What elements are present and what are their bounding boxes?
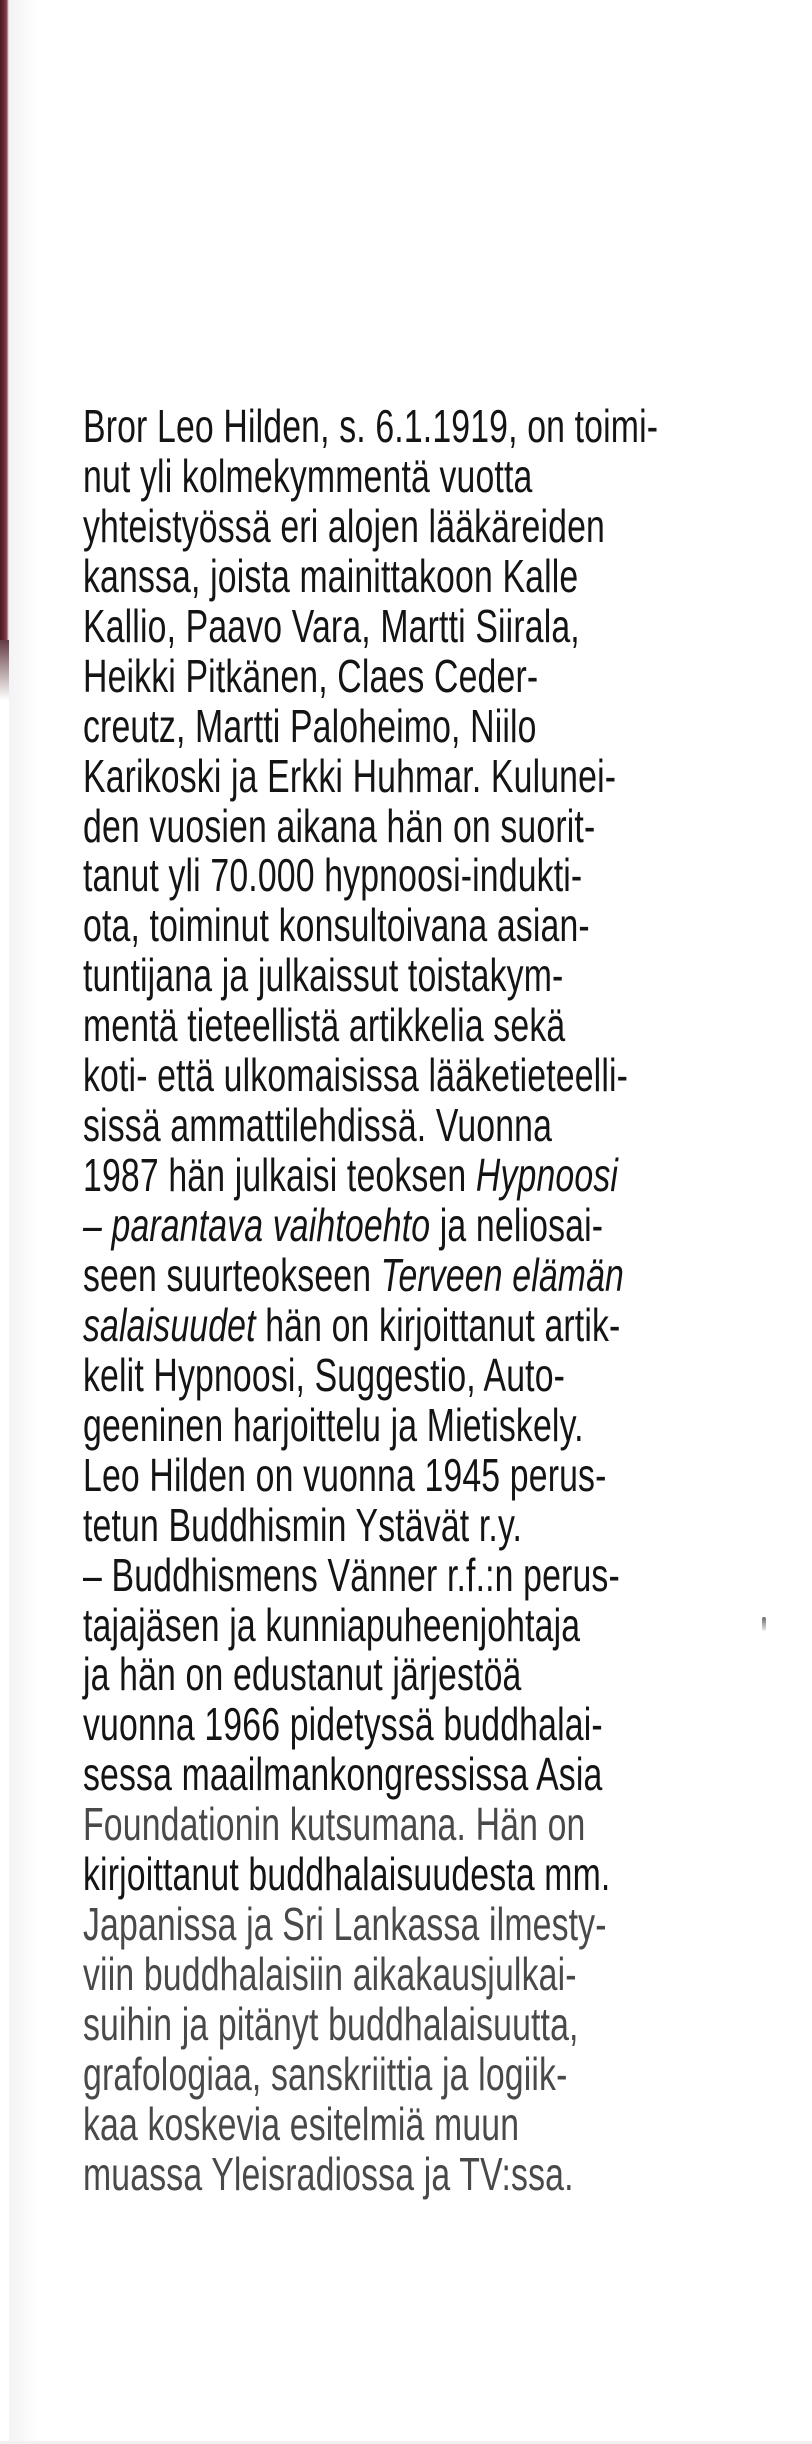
bio-line: koti- että ulkomaisissa lääketieteelli- xyxy=(83,1049,629,1102)
bio-text: hän on kirjoittanut artik- xyxy=(255,1298,621,1351)
bio-line: tuntijana ja julkaissut toistakym- xyxy=(83,949,564,1002)
bio-line: creutz, Martti Paloheimo, Niilo xyxy=(83,699,537,752)
bio-line: vuonna 1966 pidetyssä buddhalai- xyxy=(83,1698,603,1751)
bio-line: viin buddhalaisiin aikakausjulkai- xyxy=(83,1948,577,2001)
bio-line: grafologiaa, sanskriittia ja logiik- xyxy=(83,2047,568,2100)
bio-line: tajajäsen ja kunniapuheenjohtaja xyxy=(83,1598,581,1651)
bio-line: ota, toiminut konsultoivana asian- xyxy=(83,899,590,952)
bio-line: Karikoski ja Erkki Huhmar. Kulunei- xyxy=(83,749,617,802)
scan-speck xyxy=(762,1617,766,1631)
bio-line: den vuosien aikana hän on suorit- xyxy=(83,799,596,852)
bio-line: tanut yli 70.000 hypnoosi-indukti- xyxy=(83,849,583,902)
bio-text: seen suurteokseen xyxy=(83,1248,381,1301)
bio-line xyxy=(83,1201,745,1251)
book-title-hypnoosi: Hypnoosi xyxy=(475,1149,619,1202)
bio-line: muassa Yleisradiossa ja TV:ssa. xyxy=(83,2147,574,2200)
bio-line: Bror Leo Hilden, s. 6.1.1919, on toimi- xyxy=(83,400,659,452)
bio-line xyxy=(83,1298,745,1351)
bio-line: suihin ja pitänyt buddhalaisuutta, xyxy=(83,1998,579,2050)
bio-line: Japanissa ja Sri Lankassa ilmesty- xyxy=(83,1898,607,1951)
bio-text: 1987 hän julkaisi teoksen xyxy=(83,1149,476,1202)
bio-line: mentä tieteellistä artikkelia sekä xyxy=(83,999,566,1052)
bio-line: Leo Hilden on vuonna 1945 perus- xyxy=(83,1448,607,1501)
bio-line: kelit Hypnoosi, Suggestio, Auto- xyxy=(83,1348,566,1401)
book-title-terveen-elaman: Terveen elämän xyxy=(380,1248,625,1301)
bio-line: kirjoittanut buddhalaisuudesta mm. xyxy=(83,1848,611,1901)
bio-line: – Buddhismens Vänner r.f.:n perus- xyxy=(83,1548,620,1601)
bio-line: sessa maailmankongressissa Asia xyxy=(83,1748,603,1801)
book-spine-edge xyxy=(0,0,9,640)
bio-line xyxy=(83,1151,745,1201)
bio-line: kaa koskevia esitelmiä muun xyxy=(83,2097,520,2150)
bio-line: nut yli kolmekymmentä vuotta xyxy=(83,449,533,502)
bio-text: ja neliosai- xyxy=(430,1199,604,1251)
bio-line: sissä ammattilehdissä. Vuonna xyxy=(83,1099,553,1152)
bio-line: kanssa, joista mainittakoon Kalle xyxy=(83,549,579,602)
book-title-salaisuudet: salaisuudet xyxy=(83,1298,256,1351)
bio-line: yhteistyössä eri alojen lääkäreiden xyxy=(83,499,605,552)
bio-line: geeninen harjoittelu ja Mietiskely. xyxy=(83,1398,584,1451)
bio-line: tetun Buddhismin Ystävät r.y. xyxy=(83,1498,523,1551)
bio-line: Foundationin kutsumana. Hän on xyxy=(83,1798,586,1851)
page-gutter-shadow xyxy=(9,0,39,2444)
book-subtitle: – parantava vaihtoehto xyxy=(83,1199,431,1251)
bio-line: Heikki Pitkänen, Claes Ceder- xyxy=(83,649,539,702)
author-biography xyxy=(83,402,745,2200)
bio-line: Kallio, Paavo Vara, Martti Siirala, xyxy=(83,599,580,652)
bio-line xyxy=(83,1248,745,1301)
bio-line: ja hän on edustanut järjestöä xyxy=(83,1648,522,1701)
